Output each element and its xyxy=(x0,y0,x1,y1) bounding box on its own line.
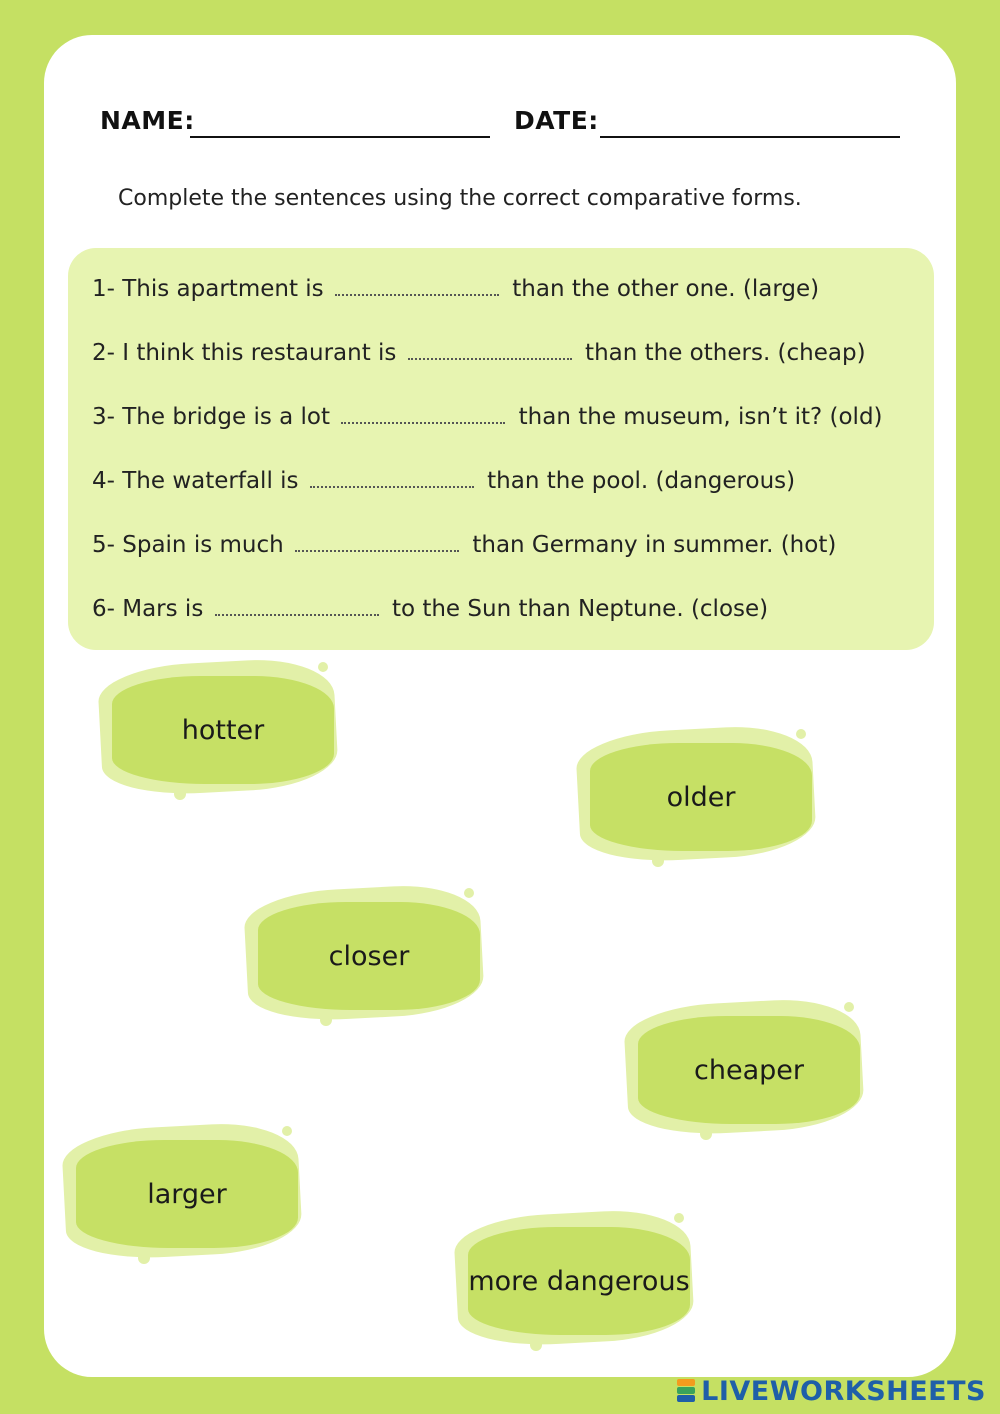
decor-dot xyxy=(174,788,186,800)
question-text-before: 1- This apartment is xyxy=(92,276,324,302)
word-card-label: cheaper xyxy=(638,1016,860,1124)
header xyxy=(100,106,920,146)
question-6 xyxy=(92,596,768,622)
word-card-label: more dangerous xyxy=(468,1227,690,1335)
question-text-before: 2- I think this restaurant is xyxy=(92,340,397,366)
decor-dot xyxy=(674,1213,684,1223)
word-card-label: larger xyxy=(76,1140,298,1248)
liveworksheets-logo[interactable] xyxy=(677,1376,986,1406)
question-text-after: to the Sun than Neptune. (close) xyxy=(391,596,769,622)
decor-dot xyxy=(138,1252,150,1264)
answer-blank[interactable] xyxy=(295,546,459,552)
name-line[interactable] xyxy=(190,136,490,138)
question-text-before: 6- Mars is xyxy=(92,596,204,622)
decor-dot xyxy=(464,888,474,898)
answer-blank[interactable] xyxy=(341,418,505,424)
questions-box xyxy=(68,248,934,650)
decor-dot xyxy=(652,855,664,867)
question-text-before: 4- The waterfall is xyxy=(92,468,299,494)
word-card-older[interactable] xyxy=(590,743,830,873)
word-card-label: hotter xyxy=(112,676,334,784)
answer-blank[interactable] xyxy=(310,482,474,488)
question-text-after: than Germany in summer. (hot) xyxy=(472,532,837,558)
instructions: Complete the sentences using the correct comparative forms. xyxy=(118,186,802,211)
date-label: DATE: xyxy=(514,106,599,135)
word-card-label: older xyxy=(590,743,812,851)
question-text-after: than the museum, isn’t it? (old) xyxy=(518,404,883,430)
decor-dot xyxy=(282,1126,292,1136)
question-text-before: 3- The bridge is a lot xyxy=(92,404,331,430)
word-card-hotter[interactable] xyxy=(112,676,352,806)
question-4 xyxy=(92,468,795,494)
question-5 xyxy=(92,532,836,558)
question-text-after: than the other one. (large) xyxy=(512,276,820,302)
name-label: NAME: xyxy=(100,106,195,135)
decor-dot xyxy=(320,1014,332,1026)
word-card-larger[interactable] xyxy=(76,1140,316,1270)
question-2 xyxy=(92,340,866,366)
answer-blank[interactable] xyxy=(408,354,572,360)
question-1 xyxy=(92,276,819,302)
decor-dot xyxy=(318,662,328,672)
decor-dot xyxy=(530,1339,542,1351)
word-card-closer[interactable] xyxy=(258,902,498,1032)
answer-blank[interactable] xyxy=(215,610,379,616)
date-line[interactable] xyxy=(600,136,900,138)
question-text-after: than the others. (cheap) xyxy=(585,340,866,366)
word-card-cheaper[interactable] xyxy=(638,1016,878,1146)
question-3 xyxy=(92,404,883,430)
answer-blank[interactable] xyxy=(335,290,499,296)
decor-dot xyxy=(700,1128,712,1140)
logo-text: LIVEWORKSHEETS xyxy=(701,1375,986,1407)
word-card-more-dangerous[interactable] xyxy=(468,1227,708,1357)
question-text-before: 5- Spain is much xyxy=(92,532,284,558)
word-card-label: closer xyxy=(258,902,480,1010)
decor-dot xyxy=(796,729,806,739)
liveworksheets-stack-icon xyxy=(677,1379,695,1403)
question-text-after: than the pool. (dangerous) xyxy=(487,468,796,494)
decor-dot xyxy=(844,1002,854,1012)
